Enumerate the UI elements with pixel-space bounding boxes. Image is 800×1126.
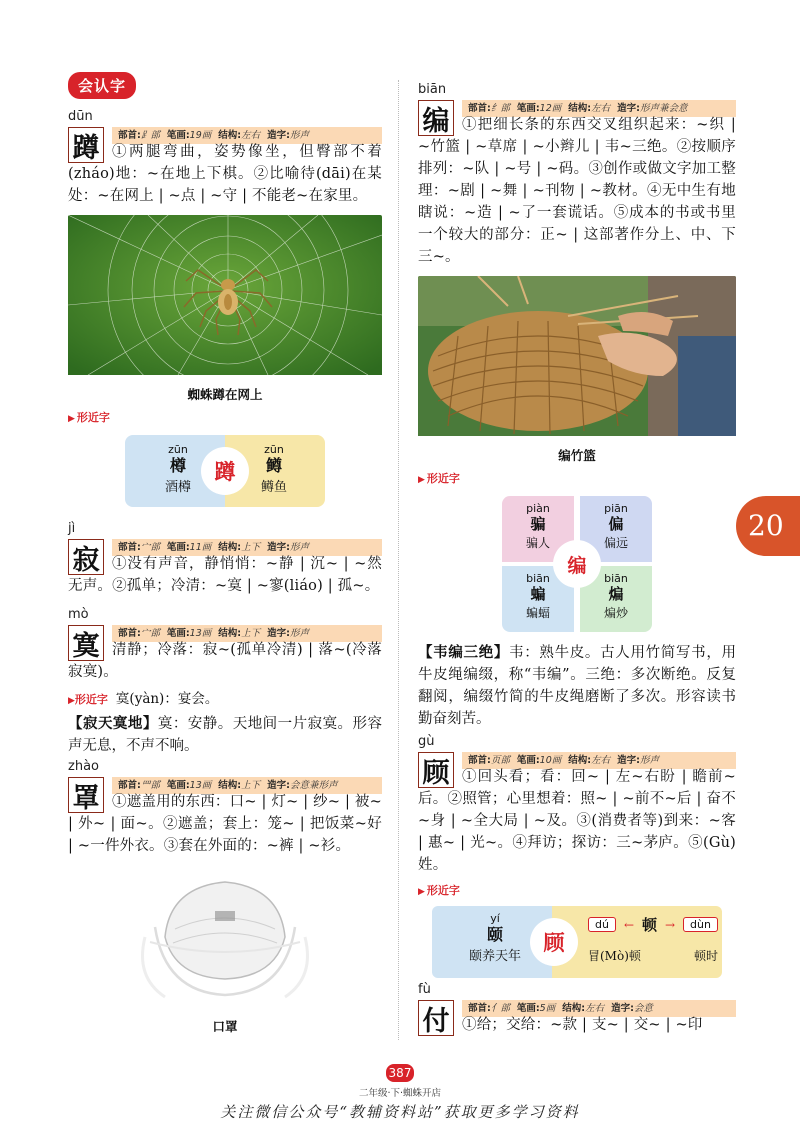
- char-meta: 部首:宀部 笔画:11画 结构:上下 造字:形声: [112, 539, 382, 556]
- pinyin: biān: [418, 82, 447, 97]
- similar-char: piàn 骗 骗人: [502, 496, 574, 562]
- idiom-note: 【韦编三绝】韦：熟牛皮。古人用竹简写书，用牛皮绳编缀，称“韦编”。三绝：多次断绝。反复翻阅，编缀竹简的牛皮绳磨断了多次。形容读书勤奋刻苦。: [418, 645, 737, 727]
- headword: 蹲: [68, 127, 104, 163]
- entry-ji: [68, 521, 382, 597]
- basket-photo: [418, 276, 736, 440]
- entry-bian: [418, 82, 737, 730]
- entry-dun: [68, 109, 382, 507]
- similar-char: biān 蝙 蝙蝠: [502, 566, 574, 632]
- headword: 罩: [68, 777, 104, 813]
- mask-photo: [68, 867, 382, 1011]
- center-char: 蹲: [203, 449, 247, 493]
- pinyin: zhào: [68, 759, 99, 774]
- definition: ①给；交给：~款 | 支~ | 交~ | ~印: [462, 1017, 703, 1033]
- column-divider: [398, 80, 399, 1040]
- spider-photo: [68, 215, 382, 379]
- section-tag: 会认字: [68, 72, 136, 99]
- headword: 寞: [68, 625, 104, 661]
- footer-watermark: 关注微信公众号“教辅资料站”获取更多学习资料: [220, 1103, 580, 1121]
- char-meta: 部首:宀部 笔画:13画 结构:上下 造字:形声: [112, 625, 382, 642]
- entry-zhao: [68, 759, 382, 1035]
- left-column: [68, 72, 382, 1035]
- entry-fu: [418, 982, 736, 1037]
- face-mask-image: [125, 867, 325, 1007]
- definition: 清静；冷落：寂~(孤单冷清) | 落~(冷落寂寞)。: [68, 642, 382, 680]
- chapter-tab: 20: [736, 496, 800, 556]
- definition: ①没有声音，静悄悄：~静 | 沉~ | ~然无声。②孤单；冷清：~寞 | ~寥(liáo) | 孤~。: [68, 556, 382, 594]
- headword: 付: [418, 1000, 454, 1036]
- right-column: [418, 72, 736, 1036]
- similar-label: ▶ 形近字: [418, 472, 460, 485]
- similar-char: piān 偏 偏远: [580, 496, 652, 562]
- headword: 顾: [418, 752, 454, 788]
- pinyin: fù: [418, 982, 431, 997]
- definition: ①回头看；看：回~ | 左~右盼 | 瞻前~后。②照管；心里想着：照~ | ~前不~后 | 奋不~身 | ~全大局 | ~及。③(消费者等)到来：~客 | 惠~ | 光~。④拜访；探访：三~茅庐。⑤(Gù)姓。: [418, 769, 736, 873]
- char-meta: 部首:罒部 笔画:13画 结构:上下 造字:会意兼形声: [112, 777, 382, 794]
- definition: ①两腿弯曲，姿势像坐，但臀部不着(zháo)地：~在地上下棋。②比喻待(dāi)在某处：~在网上 | ~点 | ~守 | 不能老~在家里。: [68, 144, 382, 204]
- char-meta: 部首:纟部 笔画:12画 结构:左右 造字:形声兼会意: [462, 100, 736, 117]
- center-char: 编: [555, 542, 599, 586]
- photo-caption: 口罩: [212, 1019, 238, 1034]
- headword: 寂: [68, 539, 104, 575]
- entry-gu: [418, 734, 736, 978]
- page-number: 387: [386, 1064, 414, 1082]
- pinyin: gù: [418, 734, 435, 749]
- entry-mo: [68, 607, 383, 757]
- footer-lesson: 二年级·下·蜘蛛开店: [358, 1088, 442, 1099]
- pinyin: jì: [68, 521, 76, 536]
- dun-chain: dú ← 顿 → dùn 冒(Mò)顿 顿时: [588, 916, 718, 963]
- char-meta: 部首:亻部 笔画:5画 结构:左右 造字:会意: [462, 1000, 736, 1017]
- similar-chars-gu: [432, 906, 722, 978]
- similar-char: yí 颐 颐养天年: [468, 912, 521, 964]
- similar-label: ▶ 形近字: [68, 411, 110, 424]
- headword: 编: [418, 100, 454, 136]
- similar-char: biān 煸 煸炒: [580, 566, 652, 632]
- similar-char: zūn 樽 酒樽: [164, 443, 191, 495]
- similar-inline: ▶形近字 寞(yàn)：宴会。: [68, 691, 219, 707]
- idiom-note: 【寂天寞地】寞：安静。天地间一片寂寞。形容声无息，不声不响。: [68, 716, 383, 754]
- photo-caption: 编竹篮: [558, 448, 596, 463]
- definition: ①把细长条的东西交叉组织起来：~织 | ~竹篮 | ~草席 | ~小辫儿 | 韦~三绝。②按顺序排列：~队 | ~号 | ~码。③创作或做文字加工整理：~剧 | ~舞 | ~刊物 | ~教材。④无中生有地瞎说：~造 | ~了一套谎话。⑤成本的书或书里一个较大的部分：正~ | 这部著作分上、中、下三~。: [418, 117, 736, 265]
- photo-caption: 蜘蛛蹲在网上: [187, 387, 263, 402]
- char-meta: 部首:⻊部 笔画:19画 结构:左右 造字:形声: [112, 127, 382, 144]
- pinyin: mò: [68, 607, 89, 622]
- similar-char: zūn 鳟 鳟鱼: [260, 443, 287, 495]
- definition: ①遮盖用的东西：口~ | 灯~ | 纱~ | 被~ | 外~ | 面~。②遮盖；套上：笼~ | 把饭菜~好 | ~一件外衣。③套在外面的：~裤 | ~衫。: [68, 794, 382, 854]
- weaving-basket-image: [418, 276, 736, 436]
- center-char: 顾: [532, 920, 576, 964]
- char-meta: 部首:页部 笔画:10画 结构:左右 造字:形声: [462, 752, 736, 769]
- similar-chars-bian: [502, 496, 652, 632]
- pinyin: dūn: [68, 109, 93, 124]
- similar-chars-dun: [125, 435, 325, 507]
- similar-label: ▶ 形近字: [418, 884, 460, 897]
- spider-web-image: [68, 215, 382, 375]
